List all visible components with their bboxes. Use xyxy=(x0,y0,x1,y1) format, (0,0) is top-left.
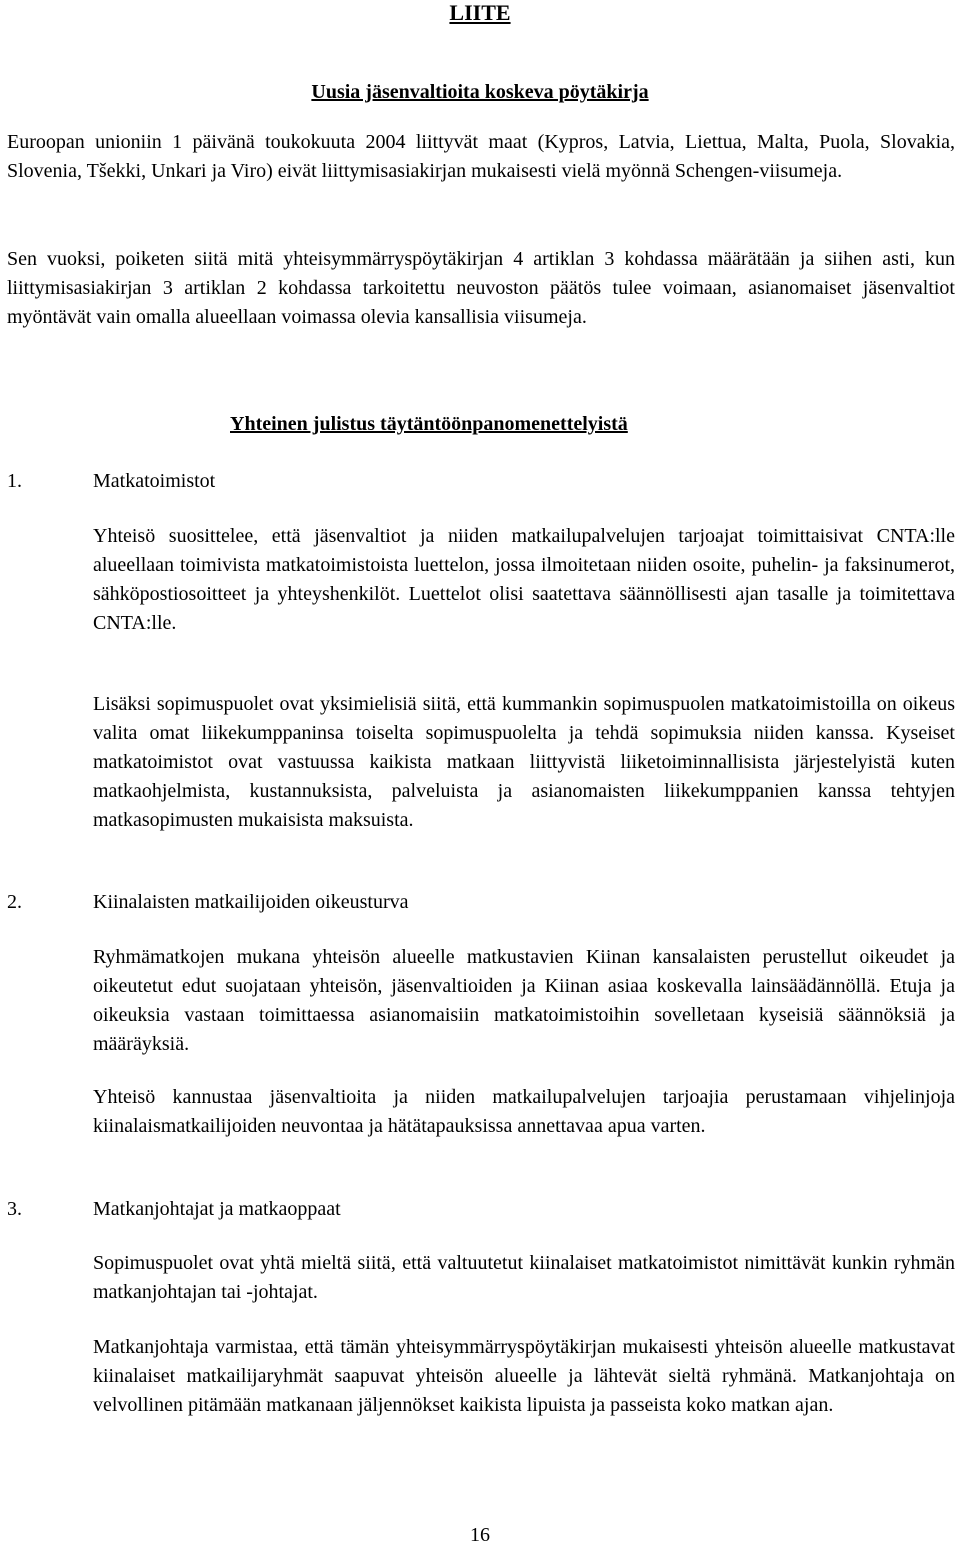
protocol-title: Uusia jäsenvaltioita koskeva pöytäkirja xyxy=(311,81,649,103)
page-number: 16 xyxy=(470,1524,490,1546)
annex-title: LIITE xyxy=(449,0,511,25)
section-paragraph: Yhteisö kannustaa jäsenvaltioita ja niiden matkailupalvelujen tarjoajia perustamaan vihjelinjoja kiinalaismatkailijoiden neuvontaa ja hätätapauksissa annettavaa apua varten. xyxy=(93,1086,955,1137)
section-paragraph: Yhteisö suosittelee, että jäsenvaltiot ja niiden matkailupalvelujen tarjoajat toimittaisivat CNTA:lle alueellaan toimivista matkatoimistoista luettelon, jossa ilmoitetaan niiden osoite, puhelin- ja faksinumerot, sähköpostiosoitteet ja yhteyshenkilöt. Luettelot olisi saatettava säännöllisesti ajan tasalle ja toimitettava CNTA:lle. xyxy=(93,525,955,634)
section-title-tour-leaders: Matkanjohtajat ja matkaoppaat xyxy=(93,1198,341,1220)
section-number: 2. xyxy=(7,891,22,913)
section-title-travel-agencies: Matkatoimistot xyxy=(93,470,216,492)
declaration-title: Yhteinen julistus täytäntöönpanomenettelyistä xyxy=(230,413,628,435)
section-paragraph: Sopimuspuolet ovat yhtä mieltä siitä, että valtuutetut kiinalaiset matkatoimistot nimittävät kunkin ryhmän matkanjohtajan tai -johtajat. xyxy=(93,1252,955,1303)
section-title-tourist-protection: Kiinalaisten matkailijoiden oikeusturva xyxy=(93,891,409,913)
section-number: 3. xyxy=(7,1198,22,1220)
intro-paragraph: Euroopan unioniin 1 päivänä toukokuuta 2004 liittyvät maat (Kypros, Latvia, Liettua, Malta, Puola, Slovakia, Slovenia, Tšekki, Unkari ja Viro) eivät liittymisasiakirjan mukaisesti vielä myönnä Schengen-viisumeja. xyxy=(7,131,955,182)
section-paragraph: Matkanjohtaja varmistaa, että tämän yhteisymmärryspöytäkirjan mukaisesti yhteisön alueelle matkustavat kiinalaiset matkailijaryhmät saapuvat yhteisön alueelle ja lähtevät sieltä ryhmänä. Matkanjohtaja on velvollinen pitämään matkanaan jäljennökset kaikista lipuista ja passeista koko matkan ajan. xyxy=(93,1336,955,1416)
section-paragraph: Lisäksi sopimuspuolet ovat yksimielisiä siitä, että kummankin sopimuspuolen matkatoimistoilla on oikeus valita omat liikekumppaninsa toiselta sopimuspuolelta ja tehdä sopimuksia niiden kanssa. Kyseiset matkatoimistot ovat vastuussa kaikista matkaan liittyvistä liiketoiminnallisista järjestelyistä kuten matkaohjelmista, kustannuksista, palveluista ja asianomaisten liikekumppanien kanssa tehtyjen matkasopimusten mukaisista maksuista. xyxy=(93,693,955,831)
section-number: 1. xyxy=(7,470,22,492)
intro-paragraph: Sen vuoksi, poiketen siitä mitä yhteisymmärryspöytäkirjan 4 artiklan 3 kohdassa määrätään ja siihen asti, kun liittymisasiakirjan 3 artiklan 2 kohdassa tarkoitettu neuvoston päätös tulee voimaan, asianomaiset jäsenvaltiot myöntävät vain omalla alueellaan voimassa olevia kansallisia viisumeja. xyxy=(7,248,955,328)
section-paragraph: Ryhmämatkojen mukana yhteisön alueelle matkustavien Kiinan kansalaisten perustellut oikeudet ja oikeutetut edut suojataan yhteisön, jäsenvaltioiden ja Kiinan asiaa koskevalla lainsäädännöllä. Etuja ja oikeuksia vastaan toimittaessa asianomaisiin matkatoimistoihin sovelletaan kyseisiä säännöksiä ja määräyksiä. xyxy=(93,946,955,1055)
